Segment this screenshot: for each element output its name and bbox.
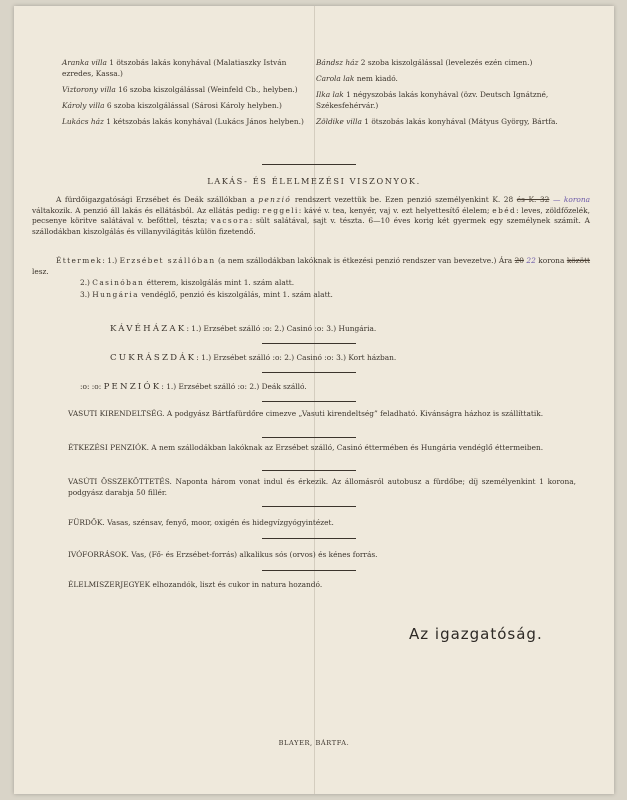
printer-imprint: BLAYER, BÁRTFA. (278, 739, 350, 747)
category-railway-connection: VASÚTI ÖSSZEKÖTTETÉS. Naponta három vonat indul és érkezik. Az állomásról autobusz a fürdőbe; díj személyenkint 1 korona, podgyász darabja 50 fillér. (68, 477, 576, 497)
restaurant-item: 3.) Hungária vendéglő, penzió és kiszolgálás, mint 1. szám alatt. (80, 290, 333, 299)
villa-entry: Aranka villa 1 ötszobás lakás konyhával (Malatiaszky István ezredes, Kassa.) (62, 58, 287, 78)
category-drinking-springs: IVÓFORRÁSOK. Vas, (Fő- és Erzsébet-forrás) alkalikus sós (orvos) és kénes forrás. (68, 550, 378, 559)
divider (262, 506, 356, 507)
divider (262, 437, 356, 438)
divider (262, 538, 356, 539)
fold-line (314, 6, 315, 794)
signature: Az igazgatóság. (409, 625, 543, 643)
divider (262, 570, 356, 571)
divider (262, 343, 356, 344)
category-meal-pensions: ÉTKEZÉSI PENZIÓK. A nem szállodákban lakóknak az Erzsébet szálló, Casinó éttermében és Hungária vendéglő éttermeiben. (68, 443, 544, 452)
category-food-coupons: ÉLELMISZERJEGYEK elhozandók, liszt és cukor in natura hozandó. (68, 580, 323, 589)
villa-entry: Ilka lak 1 négyszobás lakás konyhával (özv. Deutsch Ignátzné, Székesfehérvár.) (316, 90, 549, 110)
document-page (14, 6, 614, 794)
section-heading: LAKÁS- ÉS ÉLELMEZÉSI VISZONYOK. (207, 176, 421, 186)
divider (262, 401, 356, 402)
villa-entry: Bándsz ház 2 szoba kiszolgálással (levelezés ezén cimen.) (316, 58, 533, 67)
villa-entry: Carola lak nem kiadó. (316, 74, 398, 84)
pension-paragraph: A fürdőigazgatósági Erzsébet és Deák szállókban a penzió rendszert vezettük be. Ezen penzió személyenkint K. 28 és K. 32 — korona váltakozik. A penzió áll lakás és ellátásból. Az ellátás pedig: reggeli: kávé v. tea, kenyér, vaj v. ezt helyettesítő élelem; ebéd: leves, zöldfőzelék, pecsenye köritve salátával v. befőttel, tészta; vacsora: sült salátával, sajt v. tészta. 6—10 éves korig két gyermek egy személynek számít. A szállodákban kiszolgálás és villanyvilágitás külön fizetendő. (32, 195, 591, 236)
villa-entry: Lukács ház 1 kétszobás lakás konyhával (Lukács János helyben.) (62, 116, 304, 126)
villa-entry: Károly villa 6 szoba kiszolgálással (Sárosi Károly helyben.) (62, 100, 282, 110)
divider (262, 372, 356, 373)
category-pensions: :o: :o: PENZIÓK: 1.) Erzsébet szálló :o: 2.) Deák szálló. (80, 382, 307, 392)
villa-entry: Zöldike villa 1 ötszobás lakás konyhával (Mátyus György, Bártfa. (316, 116, 558, 126)
category-railway-office: VASUTI KIRENDELTSÉG. A podgyász Bártfafürdőre cimezve „Vasuti kirendeltség” feladható. Kivánságra házhoz is szállíttatik. (68, 409, 544, 418)
category-pastry-shops: CUKRÁSZDÁK: 1.) Erzsébet szálló :o: 2.) Casinó :o: 3.) Kort házban. (110, 353, 397, 363)
divider (262, 470, 356, 471)
villa-entry: Viztorony villa 16 szoba kiszolgálással (Weinfeld Cb., helyben.) (62, 84, 298, 94)
restaurant-item: 2.) Casinóban étterem, kiszolgálás mint 1. szám alatt. (80, 278, 295, 287)
category-cafes: KÁVÉHÁZAK: 1.) Erzsébet szálló :o: 2.) Casinó :o: 3.) Hungária. (110, 324, 377, 334)
category-baths: FÜRDŐK. Vasas, szénsav, fenyő, moor, oxigén és hidegvízgyógyintézet. (68, 518, 334, 527)
restaurants-paragraph: Éttermek: 1.) Erzsébet szállóban (a nem szállodákban lakóknak is étkezési penzió rendszer van bevezetve.) Ára 20 22 korona között lesz. (32, 256, 591, 276)
divider (262, 164, 356, 165)
villa-list-right (316, 58, 578, 133)
villa-list-left (62, 58, 312, 133)
